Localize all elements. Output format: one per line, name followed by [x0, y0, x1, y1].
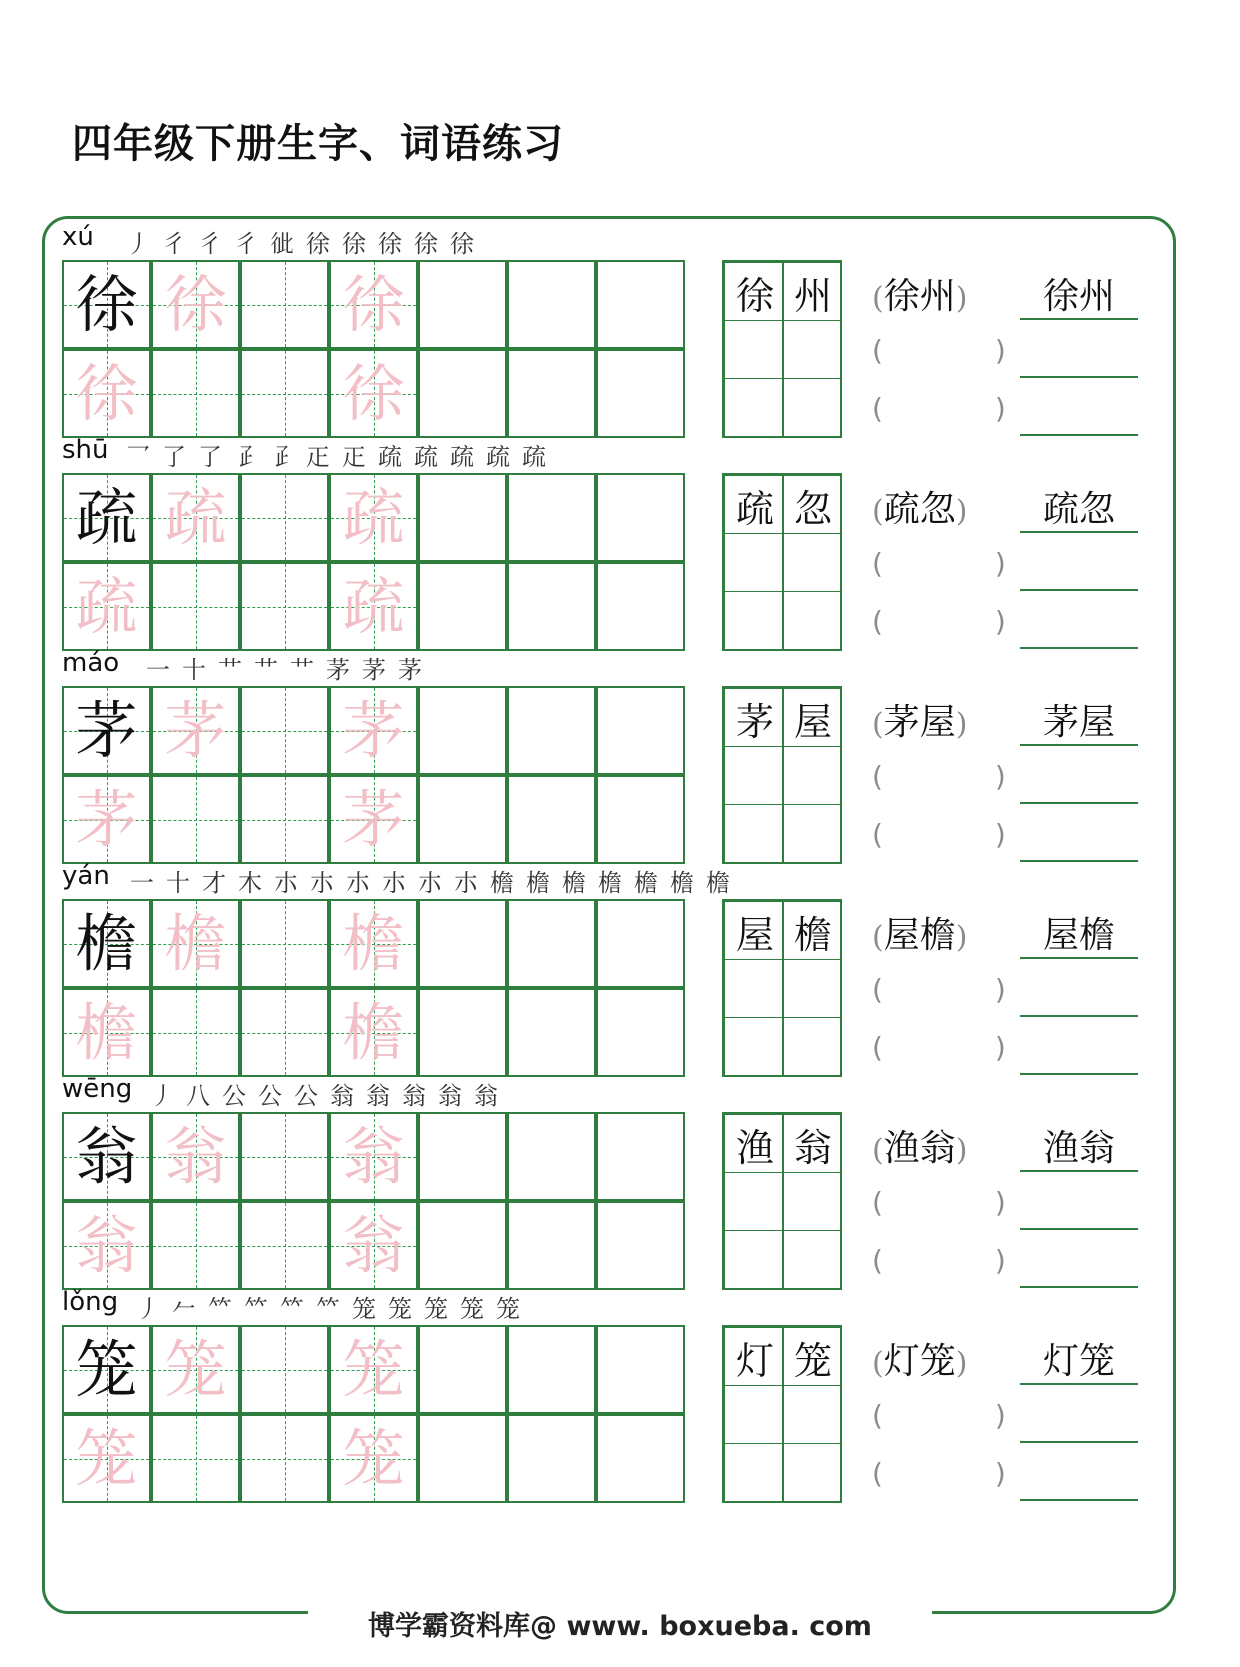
writing-cell[interactable]	[329, 349, 418, 438]
writing-cell[interactable]	[240, 1201, 329, 1290]
writing-cell[interactable]	[151, 1112, 240, 1201]
trace-character: 笼	[342, 1332, 405, 1406]
parenthesized-word	[872, 268, 967, 319]
answer-line[interactable]	[1020, 957, 1138, 959]
guide-line-vertical	[285, 901, 286, 986]
trace-character: 檐	[342, 906, 405, 980]
pinyin-label: lǒng	[62, 1287, 119, 1317]
answer-line[interactable]	[1020, 860, 1138, 862]
writing-cell[interactable]	[240, 260, 329, 349]
writing-cell[interactable]	[418, 988, 507, 1077]
writing-grid	[62, 899, 690, 1077]
open-paren: (	[872, 920, 884, 955]
word-cell[interactable]	[782, 591, 842, 650]
underlined-word: 茅屋	[1042, 702, 1115, 743]
writing-cell[interactable]	[418, 562, 507, 651]
stroke-order: 乛了了𤴔𤴔𤴓𤴓疏疏疏疏疏	[126, 443, 558, 471]
trace-character: 徐	[164, 267, 227, 341]
word-character: 忽	[793, 487, 832, 531]
trace-character: 笼	[342, 1421, 405, 1495]
pinyin-label: máo	[62, 648, 120, 678]
word-character: 渔	[735, 1126, 774, 1170]
answer-line[interactable]	[1020, 376, 1138, 378]
writing-cell[interactable]	[240, 562, 329, 651]
word-grid	[722, 1325, 842, 1503]
pinyin-label: yán	[62, 861, 110, 891]
answer-line[interactable]	[1020, 802, 1138, 804]
answer-line[interactable]	[1020, 1073, 1138, 1075]
stroke-order: 丿八公公公翁翁翁翁翁	[150, 1082, 510, 1110]
word-cell[interactable]	[782, 901, 842, 960]
word-grid	[722, 1112, 842, 1290]
writing-cell[interactable]	[240, 1414, 329, 1503]
model-character: 翁	[75, 1119, 138, 1193]
word-cell[interactable]	[724, 591, 784, 650]
answer-line[interactable]	[1020, 531, 1138, 533]
word-character: 灯	[735, 1339, 774, 1383]
word-text: 渔翁	[883, 1128, 956, 1169]
word-cell[interactable]	[724, 959, 784, 1018]
trace-character: 徐	[342, 267, 405, 341]
model-character: 疏	[75, 480, 138, 554]
model-character: 茅	[75, 693, 138, 767]
writing-cell[interactable]	[418, 473, 507, 562]
writing-cell[interactable]	[329, 1201, 418, 1290]
open-paren: (	[872, 494, 884, 529]
parenthesized-word	[872, 694, 967, 745]
writing-cell[interactable]	[62, 562, 151, 651]
word-cell[interactable]	[724, 262, 784, 321]
trace-character: 翁	[75, 1208, 138, 1282]
writing-cell[interactable]	[329, 260, 418, 349]
parenthesized-word	[872, 481, 967, 532]
writing-grid	[62, 686, 690, 864]
trace-character: 疏	[342, 569, 405, 643]
word-cell[interactable]	[724, 1327, 784, 1386]
writing-cell[interactable]	[151, 988, 240, 1077]
word-cell[interactable]	[724, 688, 784, 747]
word-text: 茅屋	[883, 702, 956, 743]
writing-cell[interactable]	[596, 686, 685, 775]
word-character: 翁	[793, 1126, 832, 1170]
writing-cell[interactable]	[507, 1414, 596, 1503]
writing-cell[interactable]	[62, 1112, 151, 1201]
trace-character: 笼	[164, 1332, 227, 1406]
guide-line-vertical	[285, 351, 286, 436]
writing-cell[interactable]	[240, 686, 329, 775]
writing-grid	[62, 473, 690, 651]
writing-cell[interactable]	[240, 1325, 329, 1414]
writing-cell[interactable]	[329, 562, 418, 651]
writing-cell[interactable]	[151, 1201, 240, 1290]
writing-cell[interactable]	[151, 260, 240, 349]
guide-line-vertical	[285, 1416, 286, 1501]
word-cell[interactable]	[782, 959, 842, 1018]
stroke-order: 一十艹艹艹茅茅茅	[146, 656, 434, 684]
answer-line[interactable]	[1020, 1499, 1138, 1501]
writing-cell[interactable]	[329, 1325, 418, 1414]
writing-cell[interactable]	[507, 260, 596, 349]
word-cell[interactable]	[724, 1230, 784, 1289]
footer-watermark: 博学霸资料库@ www. boxueba. com	[368, 1611, 872, 1642]
guide-line-vertical	[285, 1114, 286, 1199]
word-cell[interactable]	[782, 804, 842, 863]
word-cell[interactable]	[724, 901, 784, 960]
pinyin-label: wēng	[62, 1074, 133, 1104]
empty-parentheses[interactable]: ( )	[872, 1457, 1006, 1490]
word-character: 州	[793, 274, 832, 318]
word-cell[interactable]	[724, 475, 784, 534]
trace-character: 疏	[164, 480, 227, 554]
page-title: 四年级下册生字、词语练习	[72, 121, 564, 167]
trace-character: 茅	[342, 693, 405, 767]
writing-cell[interactable]	[596, 349, 685, 438]
word-cell[interactable]	[724, 1443, 784, 1502]
word-character: 檐	[793, 913, 832, 957]
writing-cell[interactable]	[596, 1112, 685, 1201]
writing-cell[interactable]	[418, 1325, 507, 1414]
trace-character: 茅	[342, 782, 405, 856]
word-grid	[722, 899, 842, 1077]
empty-parentheses[interactable]: ( )	[872, 334, 1006, 367]
writing-cell[interactable]	[596, 260, 685, 349]
model-character: 檐	[75, 906, 138, 980]
writing-cell[interactable]	[62, 349, 151, 438]
guide-line-vertical	[285, 777, 286, 862]
guide-line-vertical	[196, 777, 197, 862]
word-grid	[722, 473, 842, 651]
writing-cell[interactable]	[596, 1201, 685, 1290]
writing-cell[interactable]	[240, 899, 329, 988]
word-cell[interactable]	[724, 533, 784, 592]
writing-cell[interactable]	[507, 686, 596, 775]
trace-character: 翁	[342, 1208, 405, 1282]
writing-cell[interactable]	[62, 1414, 151, 1503]
word-cell[interactable]	[782, 1230, 842, 1289]
pinyin-label: shū	[62, 435, 109, 465]
answer-line[interactable]	[1020, 1228, 1138, 1230]
word-cell[interactable]	[724, 804, 784, 863]
writing-cell[interactable]	[151, 1325, 240, 1414]
open-paren: (	[872, 281, 884, 316]
writing-cell[interactable]	[596, 988, 685, 1077]
word-text: 屋檐	[883, 915, 956, 956]
word-cell[interactable]	[724, 1172, 784, 1231]
writing-cell[interactable]	[507, 562, 596, 651]
word-character: 徐	[735, 274, 774, 318]
word-cell[interactable]	[724, 746, 784, 805]
writing-cell[interactable]	[418, 686, 507, 775]
answer-line[interactable]	[1020, 1383, 1138, 1385]
empty-parentheses[interactable]: ( )	[872, 1244, 1006, 1277]
empty-parentheses[interactable]: ( )	[872, 973, 1006, 1006]
trace-character: 徐	[342, 356, 405, 430]
writing-cell[interactable]	[151, 473, 240, 562]
guide-line-vertical	[285, 1327, 286, 1412]
writing-cell[interactable]	[62, 473, 151, 562]
writing-cell[interactable]	[62, 1325, 151, 1414]
stroke-order: 一十才木朩朩朩朩朩朩檐檐檐檐檐檐檐	[130, 869, 742, 897]
word-cell[interactable]	[782, 1443, 842, 1502]
writing-cell[interactable]	[329, 1112, 418, 1201]
writing-cell[interactable]	[507, 988, 596, 1077]
answer-line[interactable]	[1020, 589, 1138, 591]
word-grid	[722, 686, 842, 864]
trace-character: 茅	[75, 782, 138, 856]
writing-cell[interactable]	[507, 1201, 596, 1290]
answer-line[interactable]	[1020, 1170, 1138, 1172]
trace-character: 徐	[75, 356, 138, 430]
writing-cell[interactable]	[418, 1201, 507, 1290]
close-paren: )	[955, 281, 968, 316]
guide-line-vertical	[196, 1203, 197, 1288]
model-character: 笼	[75, 1332, 138, 1406]
writing-cell[interactable]	[329, 686, 418, 775]
model-character: 徐	[75, 267, 138, 341]
trace-character: 翁	[164, 1119, 227, 1193]
writing-cell[interactable]	[596, 775, 685, 864]
writing-cell[interactable]	[329, 988, 418, 1077]
word-cell[interactable]	[782, 262, 842, 321]
writing-cell[interactable]	[62, 686, 151, 775]
empty-parentheses[interactable]: ( )	[872, 1031, 1006, 1064]
writing-cell[interactable]	[240, 988, 329, 1077]
answer-line[interactable]	[1020, 1286, 1138, 1288]
empty-parentheses[interactable]: ( )	[872, 1399, 1006, 1432]
word-grid	[722, 260, 842, 438]
guide-line-vertical	[285, 990, 286, 1075]
word-cell[interactable]	[724, 1017, 784, 1076]
word-character: 屋	[735, 913, 774, 957]
writing-cell[interactable]	[507, 1112, 596, 1201]
trace-character: 疏	[342, 480, 405, 554]
close-paren: )	[955, 1346, 968, 1381]
writing-cell[interactable]	[596, 899, 685, 988]
underlined-word: 疏忽	[1042, 489, 1115, 530]
writing-cell[interactable]	[151, 775, 240, 864]
writing-cell[interactable]	[418, 1414, 507, 1503]
word-character: 屋	[793, 700, 832, 744]
writing-cell[interactable]	[151, 1414, 240, 1503]
empty-parentheses[interactable]: ( )	[872, 392, 1006, 425]
close-paren: )	[955, 1133, 968, 1168]
word-character: 疏	[735, 487, 774, 531]
word-cell[interactable]	[724, 1385, 784, 1444]
trace-character: 疏	[75, 569, 138, 643]
writing-cell[interactable]	[329, 775, 418, 864]
stroke-order: 丿彳彳彳𢓗徐徐徐徐徐	[126, 230, 486, 258]
word-cell[interactable]	[782, 533, 842, 592]
empty-parentheses[interactable]: ( )	[872, 547, 1006, 580]
writing-cell[interactable]	[151, 349, 240, 438]
writing-cell[interactable]	[329, 1414, 418, 1503]
parenthesized-word	[872, 1333, 967, 1384]
underlined-word: 徐州	[1042, 276, 1115, 317]
trace-character: 笼	[75, 1421, 138, 1495]
writing-cell[interactable]	[151, 562, 240, 651]
writing-cell[interactable]	[151, 686, 240, 775]
empty-parentheses[interactable]: ( )	[872, 818, 1006, 851]
writing-cell[interactable]	[62, 899, 151, 988]
writing-cell[interactable]	[418, 775, 507, 864]
close-paren: )	[955, 494, 968, 529]
writing-cell[interactable]	[151, 899, 240, 988]
answer-line[interactable]	[1020, 318, 1138, 320]
writing-cell[interactable]	[240, 349, 329, 438]
writing-cell[interactable]	[507, 349, 596, 438]
trace-character: 檐	[164, 906, 227, 980]
writing-cell[interactable]	[507, 775, 596, 864]
writing-cell[interactable]	[507, 473, 596, 562]
open-paren: (	[872, 1346, 884, 1381]
underlined-word: 屋檐	[1042, 915, 1115, 956]
writing-grid	[62, 260, 690, 438]
writing-cell[interactable]	[507, 899, 596, 988]
pinyin-label: xú	[62, 222, 94, 252]
guide-line-vertical	[285, 688, 286, 773]
writing-cell[interactable]	[240, 1112, 329, 1201]
writing-cell[interactable]	[329, 473, 418, 562]
word-text: 疏忽	[883, 489, 956, 530]
writing-cell[interactable]	[240, 473, 329, 562]
word-cell[interactable]	[782, 746, 842, 805]
trace-character: 茅	[164, 693, 227, 767]
answer-line[interactable]	[1020, 744, 1138, 746]
writing-grid	[62, 1325, 690, 1503]
word-character: 笼	[793, 1339, 832, 1383]
guide-line-vertical	[196, 351, 197, 436]
empty-parentheses[interactable]: ( )	[872, 1186, 1006, 1219]
word-text: 灯笼	[883, 1341, 956, 1382]
word-cell[interactable]	[724, 378, 784, 437]
writing-cell[interactable]	[418, 260, 507, 349]
word-character: 茅	[735, 700, 774, 744]
writing-cell[interactable]	[596, 1325, 685, 1414]
writing-cell[interactable]	[507, 1325, 596, 1414]
stroke-order: 丿𠂉𥫗𥫗𥫗𥫗笼笼笼笼笼	[136, 1295, 532, 1323]
writing-cell[interactable]	[596, 473, 685, 562]
answer-line[interactable]	[1020, 1015, 1138, 1017]
empty-parentheses[interactable]: ( )	[872, 605, 1006, 638]
word-cell[interactable]	[782, 378, 842, 437]
guide-line-vertical	[285, 564, 286, 649]
open-paren: (	[872, 1133, 884, 1168]
writing-cell[interactable]	[418, 349, 507, 438]
guide-line-vertical	[285, 1203, 286, 1288]
trace-character: 檐	[75, 995, 138, 1069]
writing-cell[interactable]	[62, 775, 151, 864]
writing-cell[interactable]	[62, 988, 151, 1077]
word-cell[interactable]	[782, 475, 842, 534]
parenthesized-word	[872, 1120, 967, 1171]
open-paren: (	[872, 707, 884, 742]
guide-line-vertical	[285, 475, 286, 560]
guide-line-vertical	[285, 262, 286, 347]
answer-line[interactable]	[1020, 647, 1138, 649]
writing-cell[interactable]	[62, 1201, 151, 1290]
word-cell[interactable]	[782, 320, 842, 379]
word-text: 徐州	[883, 276, 956, 317]
answer-line[interactable]	[1020, 434, 1138, 436]
word-cell[interactable]	[782, 1114, 842, 1173]
word-cell[interactable]	[782, 688, 842, 747]
writing-cell[interactable]	[596, 562, 685, 651]
answer-line[interactable]	[1020, 1441, 1138, 1443]
word-cell[interactable]	[724, 320, 784, 379]
writing-grid	[62, 1112, 690, 1290]
writing-cell[interactable]	[418, 899, 507, 988]
writing-cell[interactable]	[596, 1414, 685, 1503]
word-cell[interactable]	[782, 1172, 842, 1231]
guide-line-vertical	[196, 564, 197, 649]
word-cell[interactable]	[724, 1114, 784, 1173]
writing-cell[interactable]	[240, 775, 329, 864]
close-paren: )	[955, 920, 968, 955]
underlined-word: 渔翁	[1042, 1128, 1115, 1169]
writing-cell[interactable]	[329, 899, 418, 988]
parenthesized-word	[872, 907, 967, 958]
close-paren: )	[955, 707, 968, 742]
writing-cell[interactable]	[418, 1112, 507, 1201]
word-cell[interactable]	[782, 1327, 842, 1386]
trace-character: 翁	[342, 1119, 405, 1193]
guide-line-vertical	[196, 1416, 197, 1501]
underlined-word: 灯笼	[1042, 1341, 1115, 1382]
word-cell[interactable]	[782, 1385, 842, 1444]
writing-cell[interactable]	[62, 260, 151, 349]
empty-parentheses[interactable]: ( )	[872, 760, 1006, 793]
word-cell[interactable]	[782, 1017, 842, 1076]
guide-line-vertical	[196, 990, 197, 1075]
trace-character: 檐	[342, 995, 405, 1069]
